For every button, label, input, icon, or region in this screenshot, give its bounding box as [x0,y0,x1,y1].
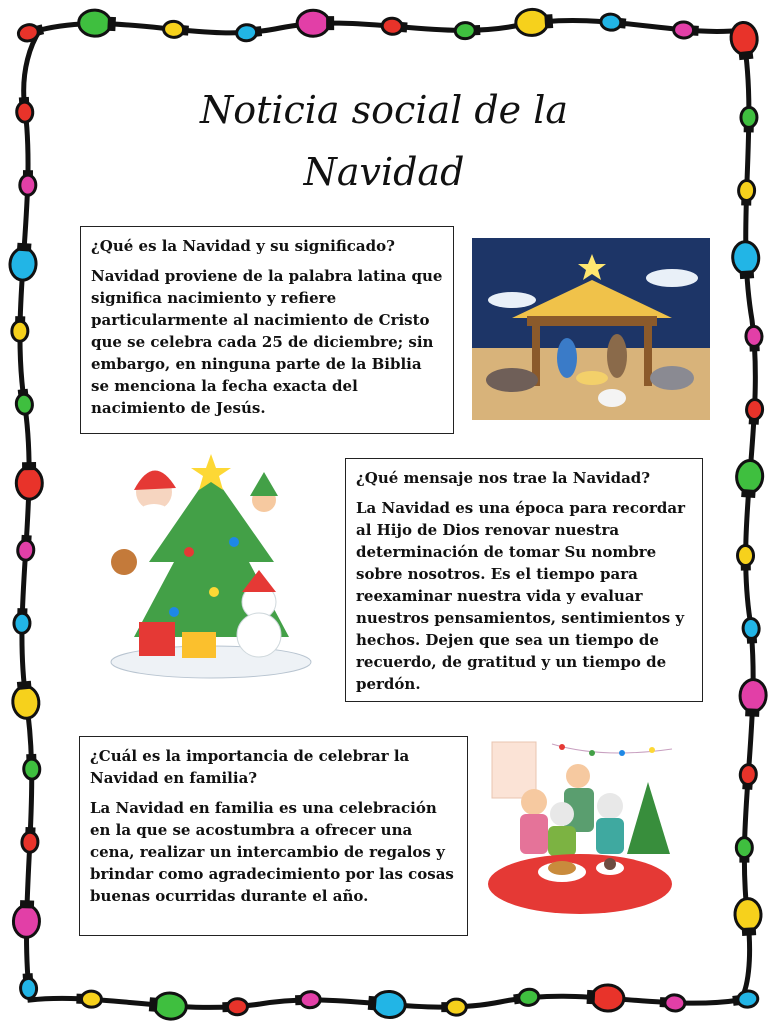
light-bulb [21,827,38,853]
light-bulb [513,988,540,1007]
light-bulb [9,242,38,281]
nativity-image [472,238,710,420]
light-bulb [163,20,189,38]
light-bulb [739,679,767,717]
light-bulb [659,994,685,1011]
light-bulb [17,22,45,43]
light-bulb [738,180,755,205]
light-bulb [734,898,762,936]
light-bulb [732,241,760,280]
light-bulb [20,170,36,195]
light-bulb [455,22,481,39]
section-family-question: ¿Cuál es la importancia de celebrar la Navidad en familia? [90,747,410,787]
light-bulb [745,326,762,352]
light-bulb [13,900,40,938]
section-message [345,458,703,702]
section-message-question: ¿Qué mensaje nos trae la Navidad? [356,469,651,487]
light-bulb [735,460,764,499]
light-bulb [586,984,624,1012]
light-bulb [297,10,334,36]
light-bulb [12,316,29,341]
page-title-line1: Noticia social de la [199,88,569,132]
section-meaning-question: ¿Qué es la Navidad y su significado? [91,237,395,255]
light-bulb [15,388,34,415]
light-bulb [673,21,699,39]
light-bulb [23,754,40,780]
light-bulb [441,999,466,1015]
light-bulb [737,545,754,570]
light-bulb [382,17,408,35]
light-bulb [76,991,102,1008]
light-bulb [17,535,35,561]
light-bulb [14,608,31,634]
light-bulb [148,991,187,1020]
section-meaning-answer: Navidad proviene de la palabra latina que significa nacimiento y refiere particularmente al nacimiento de Cristo que se celebra cada 25 de diciembre; sin embargo, en ninguna parte de la Biblia se menciona la fecha exacta del nacimiento de Jesús. [91,267,443,417]
light-bulb [367,990,406,1019]
section-family-answer: La Navidad en familia es una celebración en la que se acostumbra a ofrecer una cena, realizar un intercambio de regalos y brindar como agradecimiento por las cosas buenas ocurridas durante el año. [90,799,454,905]
light-bulb [16,462,42,499]
light-bulb [78,9,116,37]
light-bulb [236,23,263,42]
section-family [79,736,468,936]
light-bulb [742,618,760,644]
light-bulb [295,991,321,1008]
light-bulb [16,97,33,123]
light-bulb [515,8,554,36]
section-message-answer: La Navidad es una época para recordar al Hijo de Dios renovar nuestra determinación de tomar Su nombre sobre nosotros. Es el tiempo para reexaminar nuestra vida y evaluar nuestros pensamientos, sentimientos y hechos. Dejen que sea un tiempo de recuerdo, de gratitud y un tiempo de perdón. [356,499,685,693]
light-bulb [736,838,752,863]
light-bulb [11,680,40,719]
light-bulb [739,764,757,790]
family-dinner-image [482,734,678,918]
light-bulb [746,399,764,425]
light-bulb [20,973,38,999]
light-bulb [741,107,758,132]
christmas-tree-image [104,452,318,682]
section-meaning [80,226,454,434]
light-bulb [222,998,248,1015]
page-title-line2: Navidad [303,150,465,194]
light-bulb [600,13,626,31]
light-bulb [729,21,759,61]
light-bulb [732,990,759,1009]
